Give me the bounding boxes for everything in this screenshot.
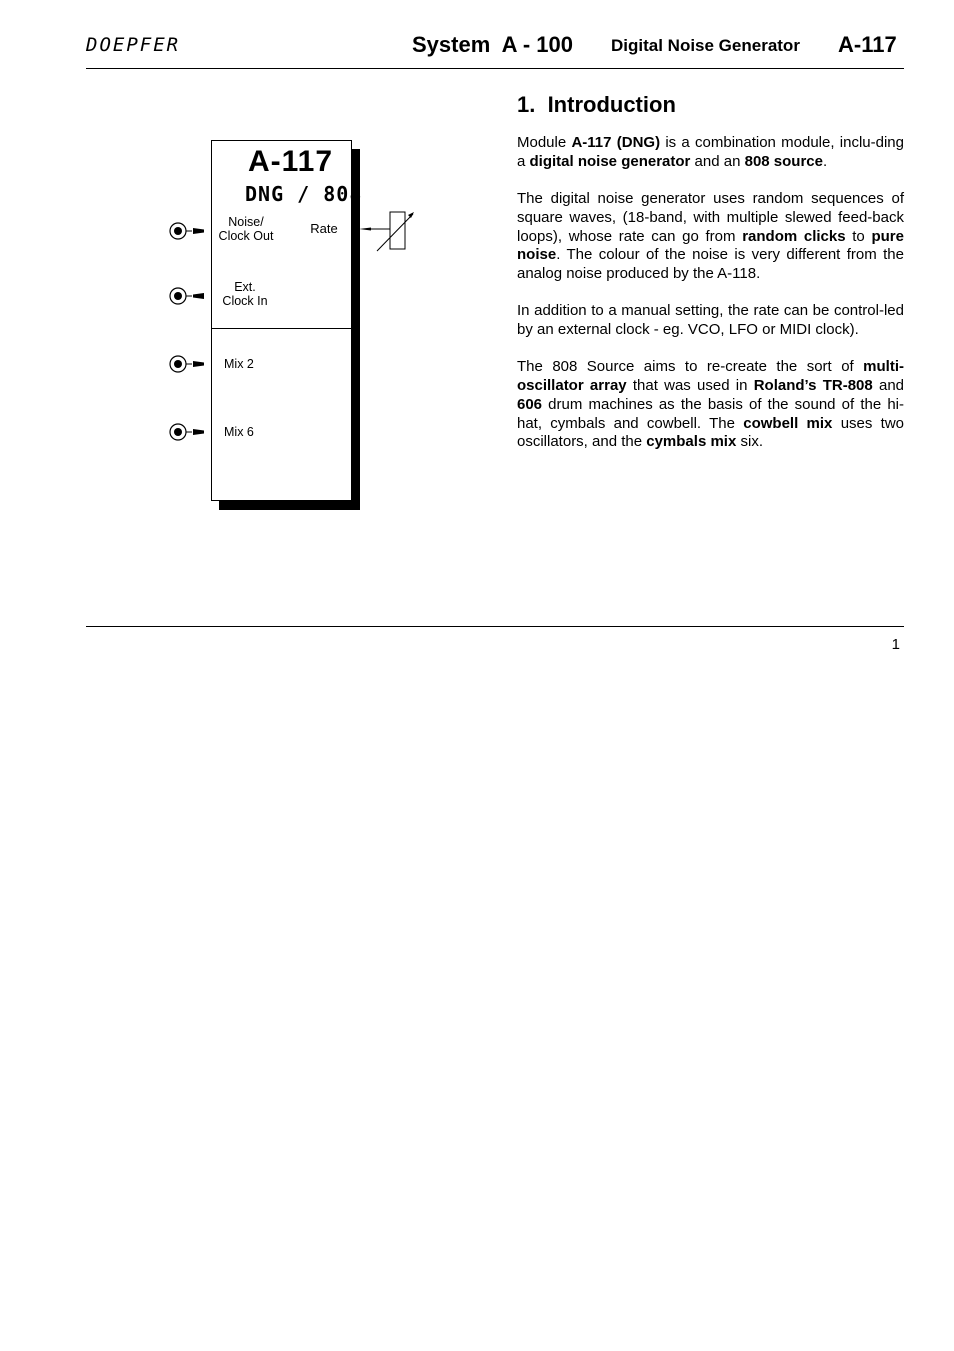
brand-logo: DOEPFER: [86, 34, 181, 56]
rate-potentiometer-icon: [359, 212, 414, 251]
section-heading: 1. Introduction: [517, 92, 676, 117]
document-subtitle: Digital Noise Generator: [611, 36, 800, 55]
ext-clock-in-jack-icon: [170, 288, 204, 304]
footer-divider: [86, 626, 904, 627]
paragraph-1: Module A-117 (DNG) is a combination module, inclu-ding a digital noise generator and an 808 source.: [517, 134, 904, 170]
noise-out-jack-icon: [170, 223, 204, 239]
page-number: 1: [891, 636, 900, 653]
mix2-label: Mix 2: [224, 357, 254, 371]
panel-subtitle-label: DNG / 808: [245, 182, 363, 206]
model-number: A-117: [838, 32, 897, 57]
mix6-label: Mix 6: [224, 425, 254, 439]
introduction-text: [517, 134, 904, 471]
noise-out-label: Noise/ Clock Out: [218, 215, 274, 243]
paragraph-4: The 808 Source aims to re-create the sort of multi-oscillator array that was used in Roland’s TR-808 and 606 drum machines as the basis of the sound of the hi-hat, cymbals and cowbell. The cowbell mix uses two oscillators, and the cymbals mix six.: [517, 358, 905, 451]
rate-label: Rate: [310, 221, 338, 236]
paragraph-3: In addition to a manual setting, the rate can be control-led by an external clock - eg. VCO, LFO or MIDI clock).: [517, 302, 904, 338]
system-title: System A - 100: [412, 32, 574, 57]
panel-model-label: A-117: [248, 145, 334, 178]
mix2-jack-icon: [170, 356, 204, 372]
ext-clock-in-label: Ext. Clock In: [222, 280, 268, 308]
mix6-jack-icon: [170, 424, 204, 440]
paragraph-2: The digital noise generator uses random sequences of square waves, (18-band, with multiple slewed feed-back loops), whose rate can go from random clicks to pure noise. The colour of the noise is very different from the analog noise produced by the A-118.: [517, 190, 904, 282]
